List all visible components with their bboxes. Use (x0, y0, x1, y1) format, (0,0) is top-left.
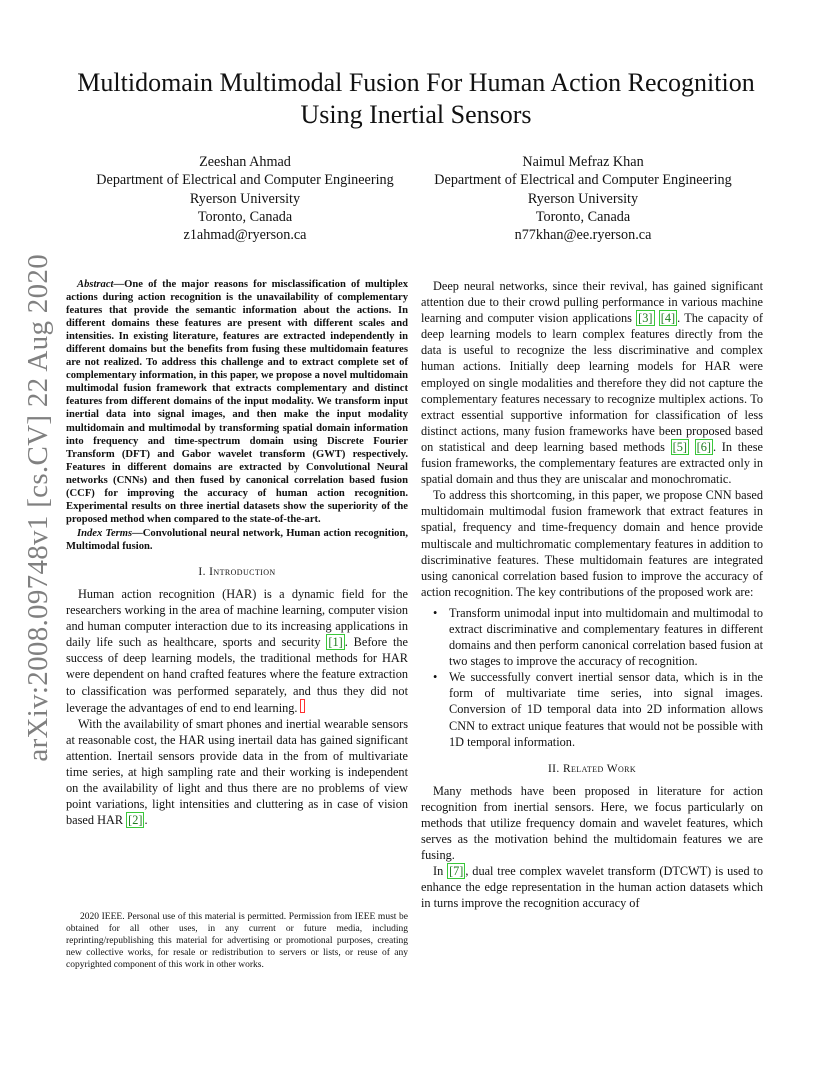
author-dept: Department of Electrical and Computer Engineering (434, 172, 732, 189)
citation-link[interactable]: [6] (696, 439, 712, 454)
section-heading-introduction: I. Introduction (198, 565, 276, 578)
author-name: Naimul Mefraz Khan (522, 154, 644, 170)
index-terms (66, 527, 408, 553)
contributions-list (421, 605, 763, 750)
citation-link[interactable]: [4] (660, 311, 676, 326)
section-heading-related-work: II. Related Work (547, 762, 637, 775)
list-item: • Transform unimodal input into multidomain and multimodal to extract discriminative and complementary features in different domains and then perform canonical correlation based fusion at two stages to improve the accuracy of recognition. (433, 605, 763, 669)
author-name: Zeeshan Ahmad (199, 154, 291, 170)
author-block-2 (413, 153, 753, 244)
intro-paragraph-1: Human action recognition (HAR) is a dynamic field for the researchers working in the area of machine learning, computer vision and human computer interaction due to its increasing applications in daily life such as healthcare, sports and security [1] . Before the success of deep learning models, the traditional methods for HAR were dependent on hand crafted features where the feature extraction to classification was performed separately, and thus they did not leverage the advantages of end to end learning. (66, 586, 409, 715)
arxiv-stamp-text: arXiv:2008.09748v1 [cs.CV] 22 Aug 2020 (21, 254, 54, 762)
intro-paragraph-4: To address this shortcoming, in this paper, we propose CNN based multidomain multimodal fusion framework that extract features in spatial, frequency and time-frequency domain and hence provide multiscale and multichromatic complementary features in addition to discriminative features. These multidomain features are integrated using canonical correlation based fusion to improve the accuracy of action recognition. The key contributions of the proposed work are: (421, 488, 763, 599)
right-column (421, 278, 763, 911)
citation-link[interactable]: [7] (449, 864, 464, 879)
citation-link[interactable]: [2] (128, 813, 143, 828)
abstract-label: Abstract (77, 279, 114, 290)
related-paragraph-2: In [7] , dual tree complex wavelet transform (DTCWT) is used to enhance the edge representation in the human action datasets which in turns improve the recognition accuracy of (421, 864, 763, 911)
bullet-icon: • (433, 605, 438, 620)
intro-paragraph-2: With the availability of smart phones and inertial wearable sensors at reasonable cost, the HAR using inertail data has gained significant attention. Inertail sensors provide data in the from of multivariate time series, at high sampling rate and their working is independent on the availability of light and thus there are no problems of view point variations, light intensities and cluttering as in case of vision based HAR [2] . (66, 716, 408, 828)
abstract (66, 278, 408, 526)
index-terms-text: —Convolutional neural network, Human action recognition, Multimodal fusion. (66, 527, 408, 552)
author-city: Toronto, Canada (197, 208, 293, 225)
left-column (66, 278, 408, 828)
citation-link[interactable]: [3] (638, 311, 653, 326)
related-paragraph-1: Many methods have been proposed in literature for action recognition from inertial sensors. Here, we focus particularly on methods that utilize frequency domain and wavelet features, which serves as the motivation behind the multidomain features we are fusing. (421, 783, 763, 863)
author-email: n77khan@ee.ryerson.ca (514, 227, 652, 244)
paper-title: Multidomain Multimodal Fusion For Human Action Recognition Using Inertial Sensors (77, 68, 755, 129)
citation-link[interactable]: [5] (672, 439, 687, 454)
footnote-marker[interactable] (300, 699, 305, 713)
copyright-footnote: 2020 IEEE. Personal use of this material is permitted. Permission from IEEE must be obtained for all other uses, in any current or future media, including reprinting/republishing this material for advertising or promotional purposes, creating new collective works, for resale or redistribution to servers or lists, or reuse of any copyrighted component of this work in other works. (66, 912, 408, 970)
author-univ: Ryerson University (527, 190, 639, 207)
citation-link[interactable]: [1] (328, 635, 343, 650)
arxiv-stamp (14, 254, 62, 762)
author-block-1 (75, 153, 415, 244)
index-terms-label: Index Terms (77, 527, 133, 539)
intro-paragraph-3: Deep neural networks, since their revival, has gained significant attention due to their crowd pulling performance in various machine learning and computer vision applications [3] [4] . The capacity of deep learning models to learn complex features directly from the data is useful to recognize the less discriminative and complex human actions. Initially deep learning models for HAR were employed on single modalities and therefore they did not capture the complementary features necessary to recognize multiplex actions. To extract essential supportive information for classification of less distinct actions, many fusion frameworks have been proposed based on statistical and deep learning based methods [5] [6] . In these fusion frameworks, the complementary features are extracted only in spatial domain and thus they are uniscalar and monochromatic. (421, 279, 764, 487)
author-dept: Department of Electrical and Computer Engineering (96, 172, 394, 189)
author-email: z1ahmad@ryerson.ca (183, 227, 307, 244)
bullet-icon: • (433, 670, 438, 685)
list-item: • We successfully convert inertial sensor data, which is in the form of multivariate time series, into signal images. Conversion of 1D temporal data into 2D information allows CNN to extract unique features that would not be possible with 1D temporal information. (433, 670, 763, 749)
author-city: Toronto, Canada (535, 208, 631, 225)
abstract-text: —One of the major reasons for misclassification of multiplex actions during action recognition is the unavailability of complementary features that provide the semantic information about the actions. In different domains these features are present with different scales and intensities. In existing literature, features are extracted independently in different domains but the benefits from fusing these multidomain features are not realized. To address this challenge and to extract complete set of complementary information, in this paper, we propose a novel multidomain multimodal fusion framework that extracts complementary and distinct features from different domains of the input modality. We transform input inertial data into signal images, and then make the input modality multidomain and multimodal by transforming spatial domain information into frequency and time-spectrum domain using Discrete Fourier Transform (DFT) and Gabor wavelet transform (GWT) respectively. Features in different domains are extracted by Convolutional Neural networks (CNNs) and then fused by canonical correlation based fusion (CCF) for improving the accuracy of human action recognition. Experimental results on three inertial datasets show the superiority of the proposed method when compared to the state-of-the-art. (66, 279, 408, 525)
author-univ: Ryerson University (189, 190, 301, 207)
